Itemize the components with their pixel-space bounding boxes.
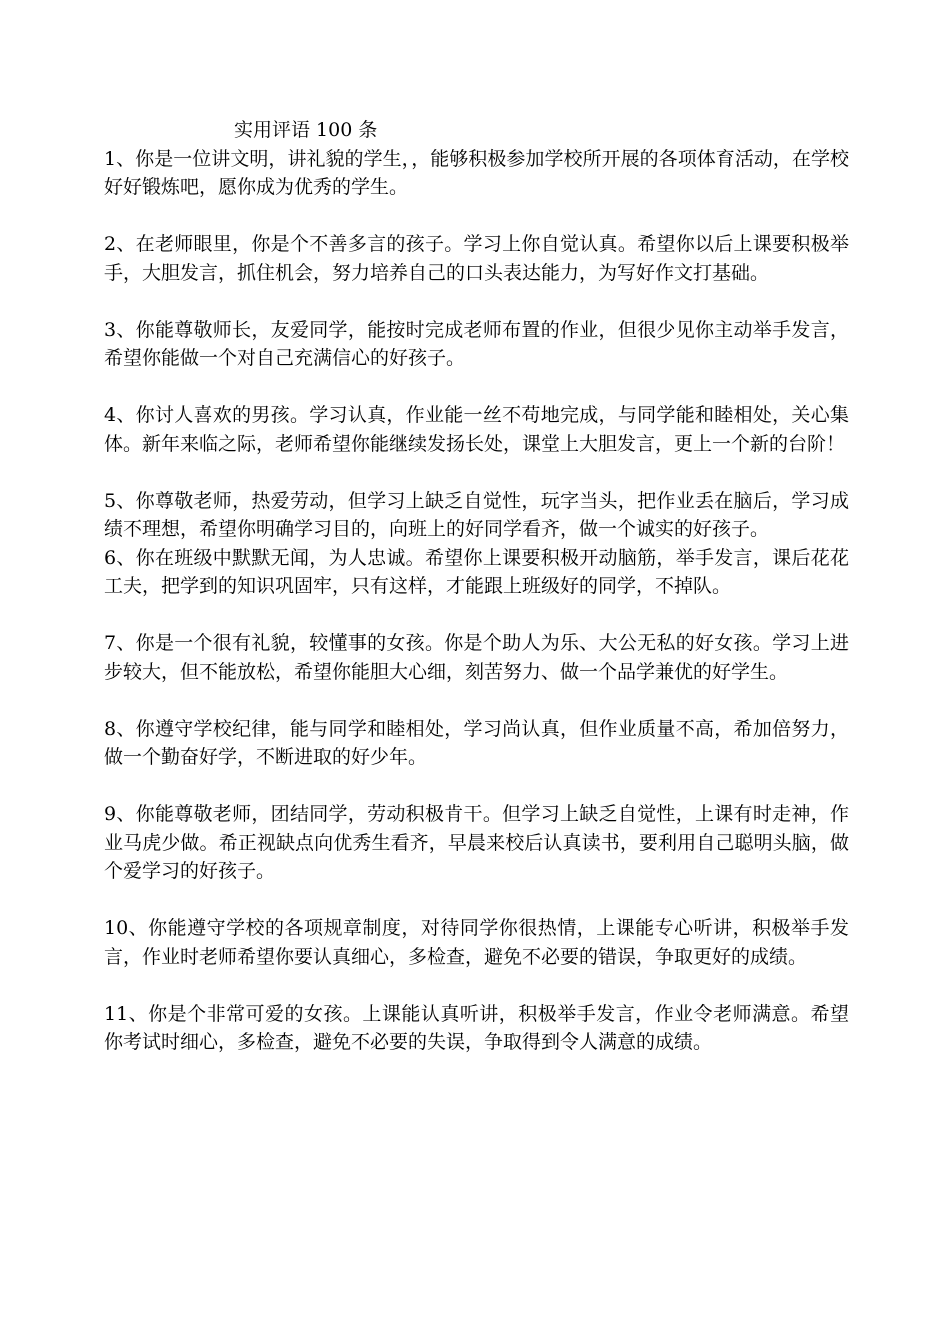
comment-item-6: 6、你在班级中默默无闻，为人忠诚。希望你上课要积极开动脑筋，举手发言，课后花花工夫，把学到的知识巩固牢，只有这样，才能跟上班级好的同学，不掉队。 — [104, 546, 849, 597]
paragraph-gap — [104, 601, 849, 630]
document-title: 实用评语 100 条 — [234, 119, 378, 141]
comment-item-9: 9、你能尊敬老师，团结同学，劳动积极肯干。但学习上缺乏自觉性，上课有时走神，作业马虎少做。希正视缺点向优秀生看齐，早晨来校后认真读书，要利用自己聪明头脑，做个爱学习的好孩子。 — [104, 803, 849, 882]
comment-item-7: 7、你是一个很有礼貌，较懂事的女孩。你是个助人为乐、大公无私的好女孩。学习上进步较大，但不能放松，希望你能胆大心细，刻苦努力、做一个品学兼优的好学生。 — [104, 632, 849, 683]
paragraph-gap — [104, 202, 849, 231]
comment-item-5: 5、你尊敬老师，热爱劳动，但学习上缺乏自觉性，玩字当头，把作业丢在脑后，学习成绩不理想，希望你明确学习目的，向班上的好同学看齐，做一个诚实的好孩子。 — [104, 489, 849, 540]
paragraph-gap — [104, 886, 849, 915]
comment-item-2: 2、在老师眼里，你是个不善多言的孩子。学习上你自觉认真。希望你以后上课要积极举手，大胆发言，抓住机会，努力培养自己的口头表达能力，为写好作文打基础。 — [104, 233, 849, 284]
paragraph-gap — [104, 373, 849, 402]
comment-item-10: 10、你能遵守学校的各项规章制度，对待同学你很热情，上课能专心听讲，积极举手发言，作业时老师希望你要认真细心，多检查，避免不必要的错误，争取更好的成绩。 — [104, 917, 849, 968]
paragraph-gap — [104, 458, 849, 487]
comment-item-4: 4、你讨人喜欢的男孩。学习认真，作业能一丝不苟地完成，与同学能和睦相处，关心集体。新年来临之际，老师希望你能继续发扬长处，课堂上大胆发言，更上一个新的台阶！ — [104, 404, 849, 455]
paragraph-gap — [104, 772, 849, 801]
comment-item-8: 8、你遵守学校纪律，能与同学和睦相处，学习尚认真，但作业质量不高，希加倍努力，做一个勤奋好学，不断进取的好少年。 — [104, 717, 849, 768]
comment-item-3: 3、你能尊敬师长，友爱同学，能按时完成老师布置的作业，但很少见你主动举手发言，希望你能做一个对自己充满信心的好孩子。 — [104, 318, 849, 369]
paragraph-gap — [104, 686, 849, 715]
paragraph-gap — [104, 287, 849, 316]
comment-item-11: 11、你是个非常可爱的女孩。上课能认真听讲，积极举手发言，作业令老师满意。希望你考试时细心，多检查，避免不必要的失误，争取得到令人满意的成绩。 — [104, 1002, 849, 1053]
paragraph-gap — [104, 971, 849, 1000]
comment-item-1: 1、你是一位讲文明，讲礼貌的学生，，能够积极参加学校所开展的各项体育活动，在学校好好锻炼吧，愿你成为优秀的学生。 — [104, 147, 849, 198]
document-page — [104, 116, 849, 1057]
